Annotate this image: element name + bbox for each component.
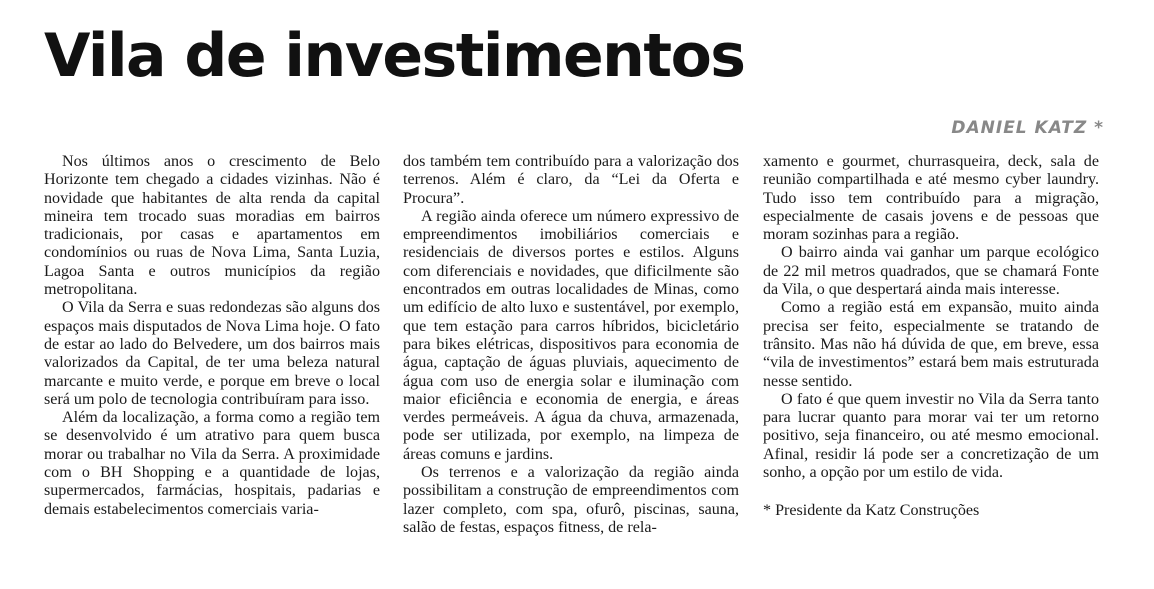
paragraph: O bairro ainda vai ganhar um parque ecológico de 22 mil metros quadrados, que se chamará Fonte da Vila, o que despertará ainda mais interesse. [763, 244, 1099, 299]
paragraph: Os terrenos e a valorização da região ainda possibilitam a construção de empreendimentos com lazer completo, com spa, ofurô, piscinas, sauna, salão de festas, espaços fitness, de rela- [403, 464, 739, 536]
paragraph-continuation: dos também tem contribuído para a valorização dos terrenos. Além é claro, da “Lei da Oferta e Procura”. [403, 153, 739, 207]
paragraph: O fato é que quem investir no Vila da Serra tanto para lucrar quanto para morar vai ter um retorno positivo, seja financeiro, ou até mesmo emocional. Afinal, residir lá pode ser a concretização de um sonho, a opção por um estilo de vida. [763, 390, 1099, 482]
paragraph: A região ainda oferece um número expressivo de empreendimentos imobiliários comerciais e residenciais de diversos portes e estilos. Alguns com diferenciais e novidades, que dificilmente são encontrados em outras localidades de Minas, como um edifício de alto luxo e sustentável, por exemplo, que tem estação para carros híbridos, bicicletário para bikes elétricas, dispositivos para economia de água, captação de águas pluviais, aquecimento de água com uso de energia solar e iluminação com maior eficiência e economia de energia, e áreas verdes permeáveis. A água da chuva, armazenada, pode ser utilizada, por exemplo, na limpeza de áreas comuns e jardins. [403, 207, 739, 463]
article-column-3 [763, 153, 1099, 521]
paragraph: Além da localização, a forma como a região tem se desenvolvido é um atrativo para quem busca morar ou trabalhar no Vila da Serra. A proximidade com o BH Shopping e a quantidade de lojas, supermercados, farmácias, hospitais, padarias e demais estabelecimentos comerciais varia- [44, 409, 380, 518]
paragraph-continuation: xamento e gourmet, churrasqueira, deck, sala de reunião compartilhada e até mesmo cyber laundry. Tudo isso tem contribuído para a migração, especialmente de casais jovens e de pessoas que moram sozinhas para a região. [763, 153, 1099, 244]
author-byline: DANIEL KATZ * [951, 118, 1104, 138]
paragraph: O Vila da Serra e suas redondezas são alguns dos espaços mais disputados de Nova Lima hoje. O fato de estar ao lado do Belvedere, um dos bairros mais valorizados da Capital, de ter uma beleza natural marcante e muito verde, e porque em breve o local será um polo de tecnologia contribuíram para isso. [44, 299, 380, 408]
article-column-1 [44, 153, 380, 519]
author-footnote: * Presidente da Katz Construções [763, 502, 980, 520]
article-headline: Vila de investimentos [44, 21, 745, 91]
article-column-2 [403, 153, 739, 537]
paragraph: Como a região está em expansão, muito ainda precisa ser feito, especialmente se tratando de trânsito. Mas não há dúvida de que, em breve, essa “vila de investimentos” estará bem mais estruturada nesse sentido. [763, 299, 1099, 390]
paragraph: Nos últimos anos o crescimento de Belo Horizonte tem chegado a cidades vizinhas. Não é novidade que habitantes de alta renda da capital mineira tem trocado suas moradias em bairros tradicionais, por casas e apartamentos em condomínios ou ruas de Nova Lima, Santa Luzia, Lagoa Santa e outros municípios da região metropolitana. [44, 153, 380, 299]
